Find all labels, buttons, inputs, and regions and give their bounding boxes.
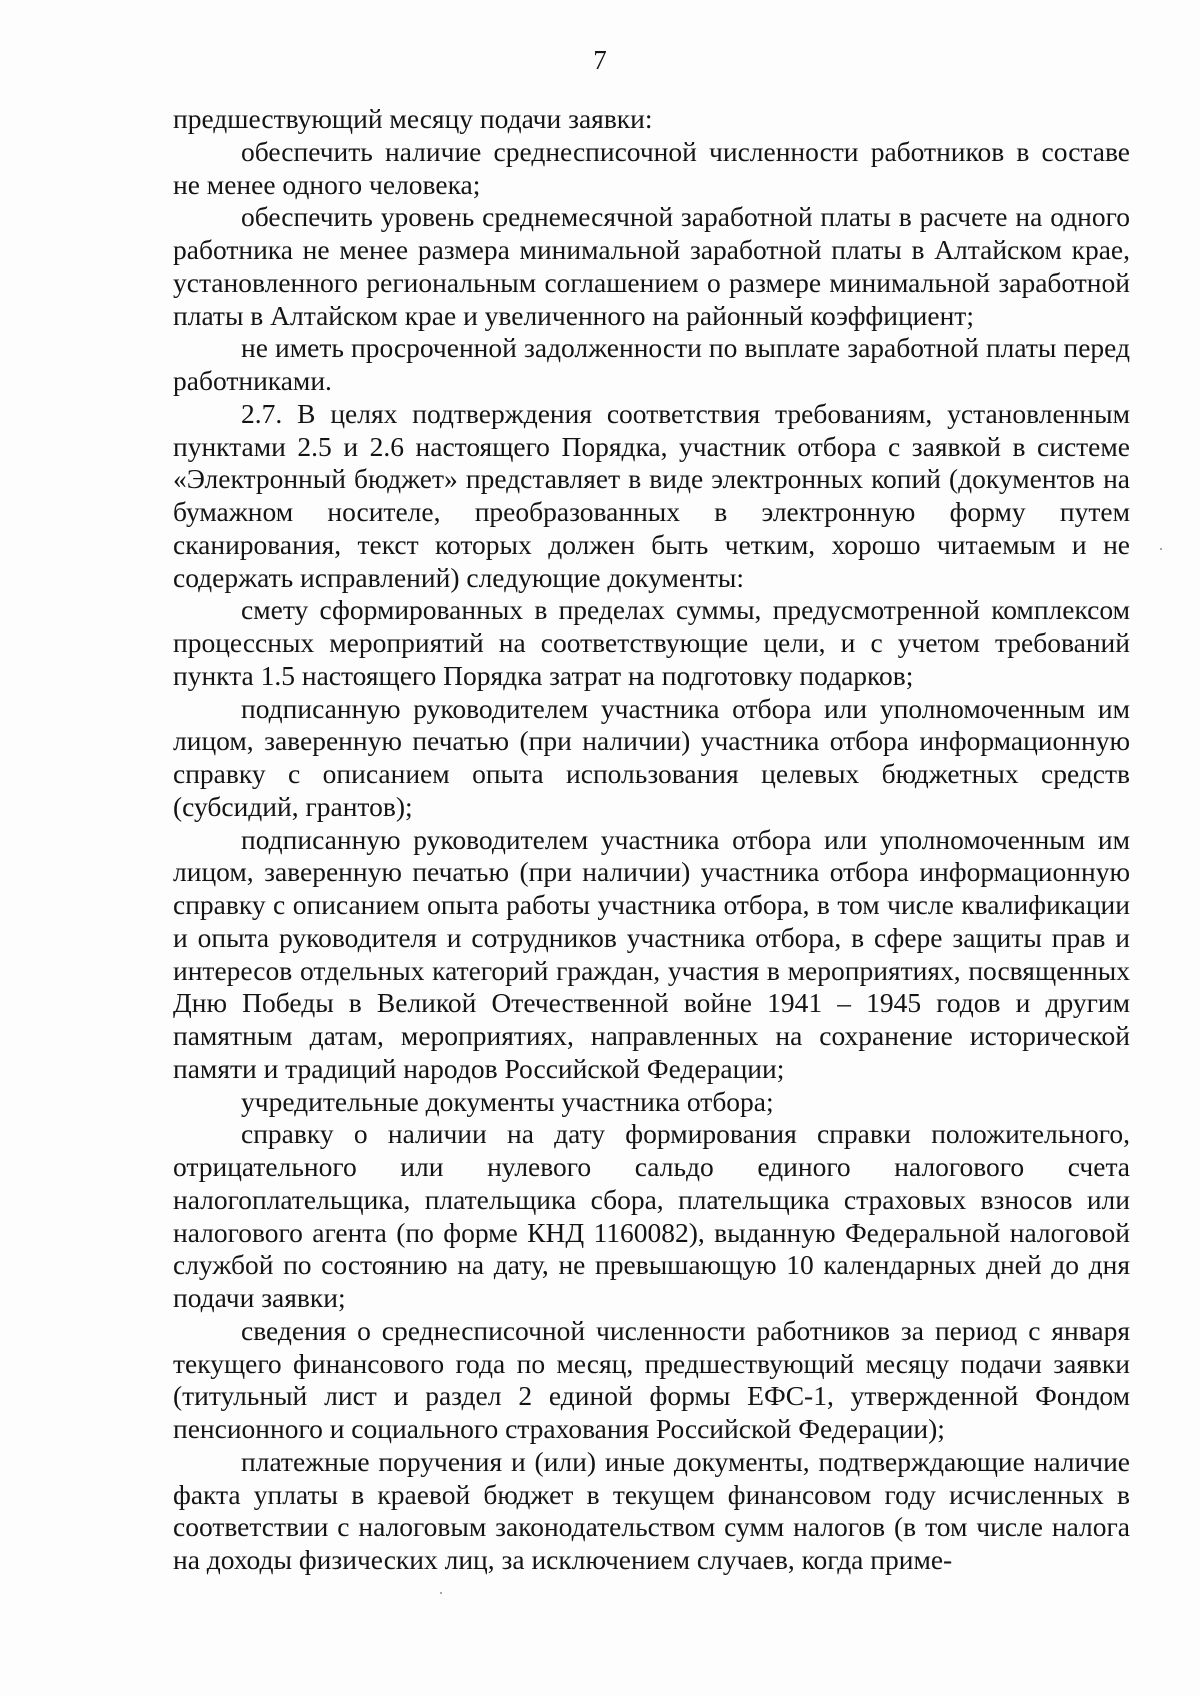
paragraph: справку о наличии на дату формирования справки положительного, отрицательного или нулевого сальдо единого налогового счета налогоплательщика, плательщика сбора, плательщика страховых взносов или налогового агента (по форме КНД 1160082), выданную Федеральной налоговой службой по состоянию на дату, не превышающую 10 календарных дней до дня подачи заявки;	[173, 1118, 1130, 1313]
scan-speck	[440, 1592, 442, 1594]
scan-speck	[1160, 548, 1162, 550]
document-body	[173, 103, 1130, 1577]
paragraph: учредительные документы участника отбора;	[241, 1085, 774, 1117]
paragraph: сведения о среднесписочной численности работников за период с января текущего финансового года по месяц, предшествующий месяцу подачи заявки (титульный лист и раздел 2 единой формы ЕФС-1, утвержденной Фондом пенсионного и социального страхования Российской Федерации);	[173, 1314, 1130, 1444]
paragraph: 2.7. В целях подтверждения соответствия требованиям, установленным пунктами 2.5 и 2.6 настоящего Порядка, участник отбора с заявкой в системе «Электронный бюджет» представляет в виде электронных копий (документов на бумажном носителе, преобразованных в электронную форму путем сканирования, текст которых должен быть четким, хорошо читаемым и не содержать исправлений) следующие документы:	[173, 397, 1130, 593]
paragraph: обеспечить наличие среднесписочной численности работников в составе не менее одного человека;	[173, 135, 1130, 200]
paragraph: платежные поручения и (или) иные документы, подтверждающие наличие факта уплаты в краевой бюджет в текущем финансовом году исчисленных в соответствии с налоговым законодательством сумм налогов (в том числе налога на доходы физических лиц, за исключением случаев, когда приме-	[173, 1445, 1130, 1575]
paragraph: смету сформированных в пределах суммы, предусмотренной комплексом процессных мероприятий на соответствующие цели, и с учетом требований пункта 1.5 настоящего Порядка затрат на подготовку подарков;	[173, 594, 1130, 691]
paragraph: подписанную руководителем участника отбора или уполномоченным им лицом, заверенную печатью (при наличии) участника отбора информационную справку с описанием опыта использования целевых бюджетных средств (субсидий, грантов);	[173, 692, 1130, 822]
paragraph: подписанную руководителем участника отбора или уполномоченным им лицом, заверенную печатью (при наличии) участника отбора информационную справку с описанием опыта работы участника отбора, в том числе квалификации и опыта руководителя и сотрудников участника отбора, в сфере защиты прав и интересов отдельных категорий граждан, участия в мероприятиях, посвященных Дню Победы в Великой Отечественной войне 1941 – 1945 годов и другим памятным датам, мероприятиях, направленных на сохранение исторической памяти и традиций народов Российской Федерации;	[173, 823, 1130, 1084]
page-number: 7	[593, 45, 607, 75]
paragraph: обеспечить уровень среднемесячной заработной платы в расчете на одного работника не менее размера минимальной заработной платы в Алтайском крае, установленного региональным соглашением о размере минимальной заработной платы в Алтайском крае и увеличенного на районный коэффициент;	[173, 201, 1130, 331]
paragraph: предшествующий месяцу подачи заявки:	[173, 103, 653, 134]
paragraph: не иметь просроченной задолженности по выплате заработной платы перед работниками.	[173, 332, 1130, 396]
